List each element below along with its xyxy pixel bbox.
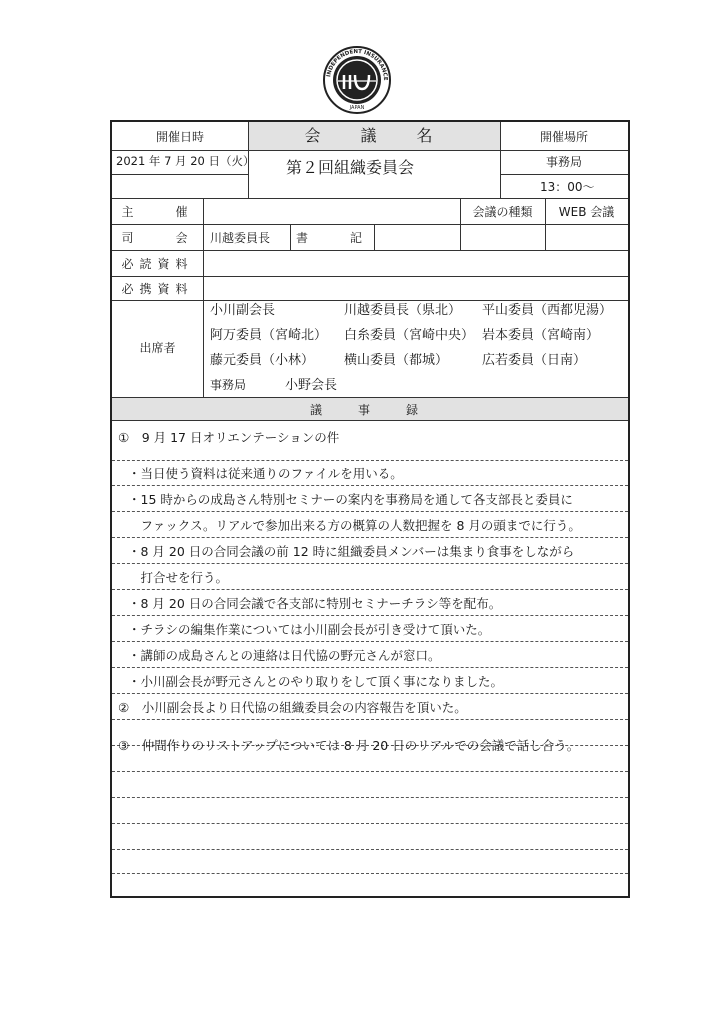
attendee: 小川副会長 (210, 303, 276, 318)
date-value: 2021 年 7 月 20 日（火） (116, 154, 255, 168)
attendee: 白糸委員（宮崎中央） (344, 328, 475, 343)
date-label: 開催日時 (155, 130, 204, 144)
attendee: 広若委員（日南） (482, 353, 587, 368)
mc-value: 川越委員長 (210, 231, 271, 245)
mc-label: 司 会 (121, 231, 194, 245)
required-reading-label: 必読資料 (121, 257, 194, 271)
meeting-type-value: WEB 会議 (558, 205, 615, 219)
attendee: 阿万委員（宮崎北） (210, 328, 328, 343)
attendee: 横山委員（都城） (344, 353, 449, 368)
meeting-name-label: 会 議 名 (304, 126, 445, 145)
logo-country: JAPAN (349, 105, 365, 111)
office-label: 事務局 (210, 378, 247, 392)
attendee: 川越委員長（県北） (344, 303, 462, 318)
attendee: 岩本委員（宮崎南） (482, 328, 600, 343)
logo-ring-text: INDEPENDENT INSURANCE (326, 48, 389, 81)
meeting-name-value: 第２回組織委員会 (286, 158, 415, 177)
minutes-line: ・8 月 20 日の合同会議で各支部に特別セミナーチラシ等を配布。 (128, 596, 502, 611)
office-member: 小野会長 (285, 378, 338, 393)
minutes-line: ・当日使う資料は従来通りのファイルを用いる。 (128, 466, 403, 481)
minutes-line: ・15 時からの成島さん特別セミナーの案内を事務局を通して各支部長と委員に (128, 492, 573, 507)
minutes-line: ③ 仲間作りのリストアップについては 8 月 20 日のリアルでの会議で話し合う。 (118, 738, 580, 753)
time-value: 13：00～ (540, 180, 595, 194)
association-logo (322, 45, 392, 115)
meeting-type-label: 会議の種類 (472, 205, 533, 219)
attendee: 藤元委員（小林） (210, 353, 315, 368)
host-label: 主 催 (121, 205, 194, 219)
minutes-line: ・小川副会長が野元さんとのやり取りをして頂く事になりました。 (128, 674, 504, 689)
minutes-line: 打合せを行う。 (128, 570, 229, 585)
minutes-line: ・チラシの編集作業については小川副会長が引き受けて頂いた。 (128, 622, 491, 637)
secretary-label: 書 記 (295, 231, 368, 245)
place-label: 開催場所 (539, 130, 588, 144)
minutes-line: ① 9 月 17 日オリエンテーションの件 (118, 430, 340, 445)
place-value: 事務局 (545, 155, 582, 169)
minutes-line: ・講師の成島さんとの連絡は日代協の野元さんが窓口。 (128, 648, 441, 663)
minutes-title: 議 事 録 (309, 403, 430, 417)
attendee: 平山委員（西都児湯） (482, 303, 613, 318)
minutes-line: ② 小川副会長より日代協の組織委員会の内容報告を頂いた。 (118, 700, 467, 715)
required-items-label: 必携資料 (121, 282, 194, 296)
minutes-line: ・8 月 20 日の合同会議の前 12 時に組織委員メンバーは集まり食事をしながら (128, 544, 575, 559)
attendees-label: 出席者 (139, 341, 176, 355)
minutes-line: ファックス。リアルで参加出来る方の概算の人数把握を 8 月の頭までに行う。 (128, 518, 581, 533)
